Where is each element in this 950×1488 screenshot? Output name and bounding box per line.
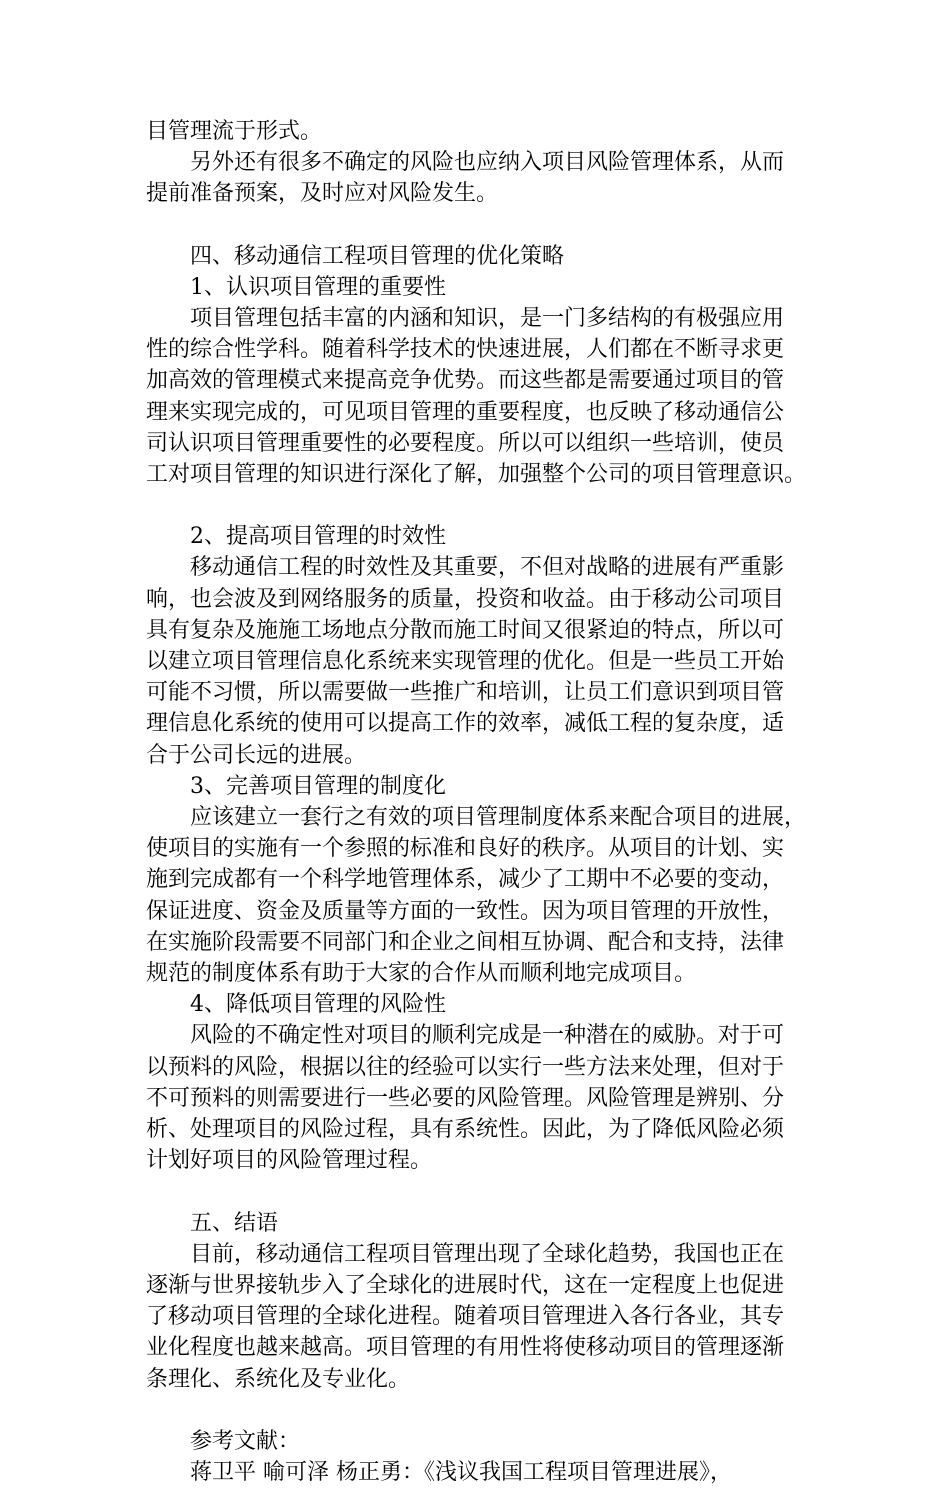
section-heading: 五、结语 [190,1210,279,1236]
paragraph-line: 保证进度、资金及质量等方面的一致性。因为项目管理的开放性， [146,898,785,924]
paragraph-line: 司认识项目管理重要性的必要程度。所以可以组织一些培训，使员 [146,430,785,456]
paragraph-line: 风险的不确定性对项目的顺利完成是一种潜在的威胁。对于可 [190,1023,785,1049]
paragraph-line: 规范的制度体系有助于大家的合作从而顺利地完成项目。 [146,961,697,987]
document-body [146,116,811,1488]
paragraph-line: 另外还有很多不确定的风险也应纳入项目风险管理体系，从而 [190,150,785,176]
paragraph-line: 业化程度也越来越高。项目管理的有用性将使移动项目的管理逐渐 [146,1335,785,1361]
paragraph-line: 目前，移动通信工程项目管理出现了全球化趋势，我国也正在 [190,1241,785,1267]
paragraph-line: 析、处理项目的风险过程，具有系统性。因此，为了降低风险必须 [146,1117,785,1143]
references-heading: 参考文献： [190,1428,301,1454]
paragraph-line: 施到完成都有一个科学地管理体系，减少了工期中不必要的变动， [146,867,785,893]
paragraph-gap [146,1177,811,1208]
paragraph-line: 可能不习惯，所以需要做一些推广和培训，让员工们意识到项目管 [146,680,785,706]
paragraph-line: 响，也会波及到网络服务的质量，投资和收益。由于移动公司项目 [146,586,785,612]
reference-entry: 蒋卫平 喻可泽 杨正勇：《浅议我国工程项目管理进展》， [190,1459,732,1485]
paragraph-line: 以预料的风险，根据以往的经验可以实行一些方法来处理，但对于 [146,1054,785,1080]
paragraph-line: 使项目的实施有一个参照的标准和良好的秩序。从项目的计划、实 [146,836,785,862]
paragraph-line: 以建立项目管理信息化系统来实现管理的优化。但是一些员工开始 [146,649,785,675]
paragraph-line: 提前准备预案，及时应对风险发生。 [146,181,499,207]
paragraph-line: 工对项目管理的知识进行深化了解，加强整个公司的项目管理意识。 [146,462,807,488]
paragraph-gap [146,490,811,521]
paragraph-line: 理来实现完成的，可见项目管理的重要程度，也反映了移动通信公 [146,399,785,425]
subsection-heading: 2、提高项目管理的时效性 [190,524,446,550]
paragraph-line: 在实施阶段需要不同部门和企业之间相互协调、配合和支持，法律 [146,929,785,955]
paragraph-line: 应该建立一套行之有效的项目管理制度体系来配合项目的进展， [190,805,807,831]
paragraph-line: 性的综合性学科。随着科学技术的快速进展，人们都在不断寻求更 [146,337,785,363]
paragraph-line: 项目管理包括丰富的内涵和知识，是一门多结构的有极强应用 [190,306,785,332]
paragraph-line: 不可预料的则需要进行一些必要的风险管理。风险管理是辨别、分 [146,1085,785,1111]
paragraph-line: 目管理流于形式。 [146,119,323,144]
paragraph-line: 了移动项目管理的全球化进程。随着项目管理进入各行各业，其专 [146,1304,785,1330]
subsection-heading: 4、降低项目管理的风险性 [190,992,446,1018]
subsection-heading: 3、完善项目管理的制度化 [190,773,446,799]
paragraph-line: 逐渐与世界接轨步入了全球化的进展时代，这在一定程度上也促进 [146,1272,785,1298]
paragraph-line: 具有复杂及施施工场地点分散而施工时间又很紧迫的特点，所以可 [146,617,785,643]
paragraph-line: 移动通信工程的时效性及其重要，不但对战略的进展有严重影 [190,555,785,581]
paragraph-line: 合于公司长远的进展。 [146,742,367,768]
section-heading: 四、移动通信工程项目管理的优化策略 [190,243,565,269]
paragraph-line: 计划好项目的风险管理过程。 [146,1148,433,1174]
paragraph-gap [146,210,811,241]
paragraph-gap [146,1395,811,1426]
paragraph-line: 理信息化系统的使用可以提高工作的效率，减低工程的复杂度，适 [146,711,785,737]
paragraph-line: 条理化、系统化及专业化。 [146,1366,411,1392]
paragraph-line: 加高效的管理模式来提高竞争优势。而这些都是需要通过项目的管 [146,368,785,394]
subsection-heading: 1、认识项目管理的重要性 [190,274,446,300]
